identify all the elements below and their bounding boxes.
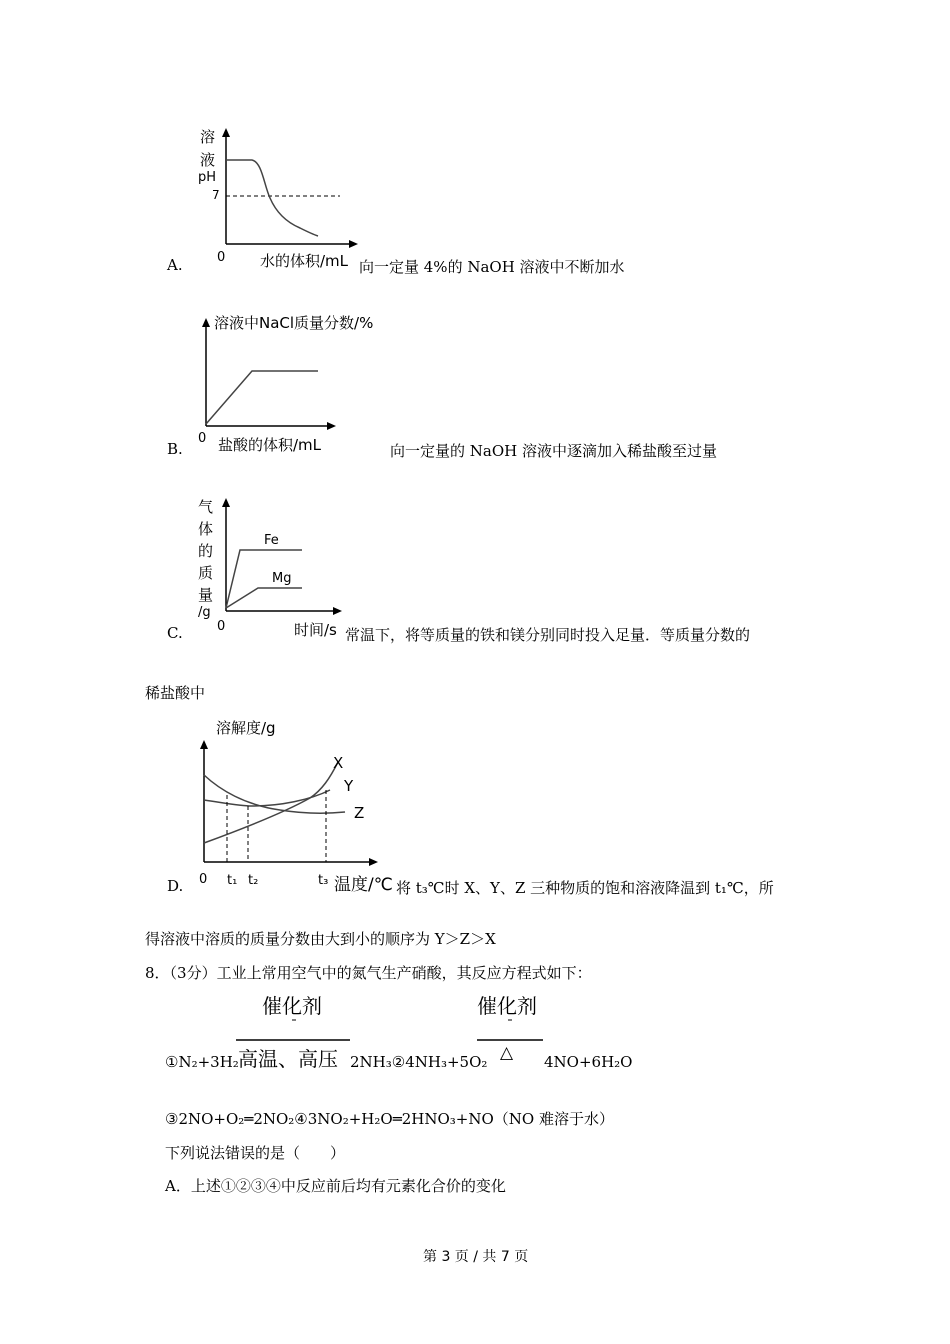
equation-1-left: ①N₂+3H₂ bbox=[165, 1053, 239, 1071]
condition-label-1: 高温、高压 bbox=[238, 1047, 338, 1071]
graph-b-xlabel: 盐酸的体积/mL bbox=[218, 436, 322, 454]
graph-c-mg-label: Mg bbox=[272, 571, 292, 586]
heat-symbol: △ bbox=[500, 1043, 514, 1063]
graph-d-t1-label: t₁ bbox=[227, 873, 238, 888]
question-8-prompt: 下列说法错误的是（ ） bbox=[165, 1144, 346, 1162]
graph-b-origin: 0 bbox=[198, 431, 207, 446]
graph-c-ylabel-char: 的 bbox=[198, 542, 214, 560]
graph-c-ylabel-char: 质 bbox=[198, 564, 214, 582]
graph-a-origin: 0 bbox=[217, 250, 226, 265]
graph-a-caption: 向一定量 4%的 NaOH 溶液中不断加水 bbox=[359, 258, 625, 276]
graph-c-xlabel: 时间/s bbox=[294, 621, 337, 639]
graph-d-z-label: Z bbox=[354, 804, 365, 822]
catalyst-label-2: 催化剂 bbox=[477, 994, 537, 1018]
equation-1-right: 2NH₃②4NH₃+5O₂ bbox=[350, 1053, 488, 1071]
equation-3-line: ③2NO+O₂═2NO₂④3NO₂+H₂O═2HNO₃+NO（NO 难溶于水） bbox=[165, 1110, 614, 1128]
graph-a-ylabel-1: 溶 bbox=[200, 128, 216, 146]
graph-c-ylabel-char: 体 bbox=[198, 520, 214, 538]
graph-d-t2-label: t₂ bbox=[248, 873, 259, 888]
graph-a-xlabel: 水的体积/mL bbox=[260, 252, 349, 270]
graph-d-t3-label: t₃ bbox=[318, 873, 329, 888]
graph-c-option-letter: C. bbox=[167, 624, 183, 642]
graph-a-ylabel-2: 液 bbox=[200, 151, 216, 169]
graph-c-ylabel-char: 气 bbox=[198, 498, 214, 516]
graph-b-ylabel: 溶液中NaCl质量分数/% bbox=[214, 314, 374, 332]
graph-d-x-label: X bbox=[333, 754, 344, 772]
page-footer: 第 3 页 / 共 7 页 bbox=[423, 1249, 529, 1265]
graph-d-xlabel: 温度/℃ bbox=[334, 875, 393, 895]
graph-d-option-letter: D. bbox=[167, 877, 184, 895]
graph-a-ylabel-3: pH bbox=[198, 170, 217, 185]
graph-b-option-letter: B. bbox=[167, 440, 183, 458]
question-8-option-a: A．上述①②③④中反应前后均有元素化合价的变化 bbox=[165, 1177, 506, 1195]
graph-d-caption-line2: 得溶液中溶质的质量分数由大到小的顺序为 Y＞Z＞X bbox=[145, 930, 496, 948]
graph-c-caption-line2: 稀盐酸中 bbox=[145, 684, 206, 702]
graph-c-fe-label: Fe bbox=[264, 533, 279, 548]
graph-d-y-label: Y bbox=[344, 777, 354, 795]
graph-d-caption-line1: 将 t₃℃时 X、Y、Z 三种物质的饱和溶液降温到 t₁℃，所 bbox=[396, 879, 774, 897]
graph-a-tick-7: 7 bbox=[212, 188, 220, 202]
graph-d-ylabel: 溶解度/g bbox=[216, 719, 276, 737]
equation-2-right: 4NO+6H₂O bbox=[544, 1053, 633, 1071]
graph-b-caption: 向一定量的 NaOH 溶液中逐滴加入稀盐酸至过量 bbox=[390, 442, 717, 460]
catalyst-label-1: 催化剂 bbox=[262, 994, 322, 1018]
graph-c-ylabel-char: /g bbox=[198, 605, 211, 620]
graph-d-origin: 0 bbox=[199, 872, 208, 887]
graph-c-origin: 0 bbox=[217, 619, 226, 634]
graph-c-caption-line1: 常温下，将等质量的铁和镁分别同时投入足量．等质量分数的 bbox=[345, 626, 751, 644]
question-8-stem: 8．（3分）工业上常用空气中的氮气生产硝酸，其反应方程式如下： bbox=[145, 964, 592, 982]
graph-c-ylabel-char: 量 bbox=[198, 586, 214, 604]
graph-a-option-letter: A. bbox=[167, 256, 183, 274]
